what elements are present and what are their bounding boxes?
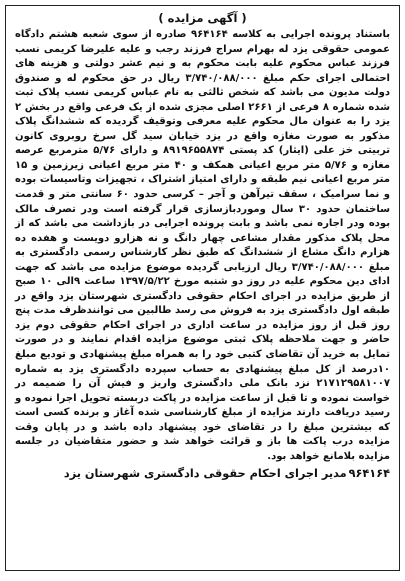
notice-title: ( آگهی مزایده ) <box>158 11 247 25</box>
footer-signature: مدیر اجرای احکام حقوقی دادگستری شهرستان یزد <box>63 467 347 481</box>
auction-notice <box>5 5 400 571</box>
notice-body: باستناد پرونده اجرایی به کلاسه ۹۶۴۱۶۴ صادره از سوی شعبه هشتم دادگاه عمومی حقوقی یزد له بهرام سراج فرزند رجب و علیه علیرضا کریمی نسب فرزند عباس محکوم علیه بابت محکوم به و نیم عشر دولتی و هزینه های احتمالی اجرای حکم مبلغ ۳/۷۴۰/۰۸۸/۰۰۰ ریال در حق محکوم له و صندوق دولت مدیون می باشد که شخص ثالثی به نام عباس کریمی نسب پلاک ثبت شده شماره ۸ فرعی از ۲۶۶۱ اصلی مجزی شده از یک فرعی واقع در بخش ۲ یزد را به عنوان مال محکوم علیه معرفی وتوقیف گردیده که ششدانگ پلاک مذکور به صورت مغازه واقع در یزد خیابان سید گل سرخ روبروی کانون تربیتی خز علی (ایثار) کد پستی ۸۹۱۹۶۵۵۸۷۴ و دارای ۵/۷۶ مترمربع عرصه مغازه و ۵/۷۶ متر مربع اعیانی همکف و ۴۰ متر مربع اعیانی زیرزمین و ۱۵ متر مربع اعیانی نیم طبقه و دارای امتیاز اشتراک ، تجهیزات وتاسیسات بوده و نما سرامیک ، سقف تیرآهن و آجر – کرسی حدود ۶۰ سانتی متر و قدمت ساختمان حدود ۳۰ سال وموردبازسازی قرار گرفته است ودر تصرف مالک بوده ودر اجاره نمی باشد و بابت پرونده اجرایی در بازداشت می باشد که از محل پلاک مذکور مقدار مشاعی چهار دانگ و نه هزارو دویست و هفده ده هزارم دانگ مشاع از ششدانگ که طبق نظر کارشناس رسمی دادگستری به مبلغ ۳/۷۴۰/۰۸۸/۰۰۰ ریال ارزیابی گردیده موضوع مزایده می باشد که جهت ادای دین محکوم علیه در روز دو شنبه مورخ ۱۳۹۷/۵/۲۲ ساعت ۹الی ۱۰ صبح از طریق مزایده در اجرای احکام حقوقی دادگستری شهرستان یزد واقع در طبقه اول دادگستری یزد به فروش می رسد طالبین می توانندظرف مدت پنج روز قبل از روز مزایده در ساعت اداری در اجرای احکام حقوقی دوم یزد حاضر و جهت ملاحظه پلاک ثبتی موضوع مزایده اقدام نمایند و در صورت تمایل به خرید آن تقاضای کتبی خود را به همراه مبلغ پیشنهادی و تودیع مبلغ ۱۰درصد از کل مبلغ پیشنهادی به حساب سپرده دادگستری یزد به شماره ۲۱۷۱۲۹۵۸۱۰۰۷ نزد بانک ملی دادگستری واریز و فیش آن را ضمیمه در خواست نموده و تا قبل از ساعت مزایده در پاکت دربسته تحویل اجرا نموده و رسید دریافت دارند مزایده از مبلغ کارشناسی شده آغاز و برنده کسی است که بیشترین مبلغ را در تقاضای خود پیشنهاد داده باشد و در پایان وقت مزایده درب پاکت ها باز و قرائت خواهد شد و حضور متقاضیان در جلسه مزایده بلامانع خواهد بود. <box>15 29 391 462</box>
footer-reference-number: ۹۶۴۱۶۴ <box>348 467 390 481</box>
notice-footer <box>15 466 390 481</box>
